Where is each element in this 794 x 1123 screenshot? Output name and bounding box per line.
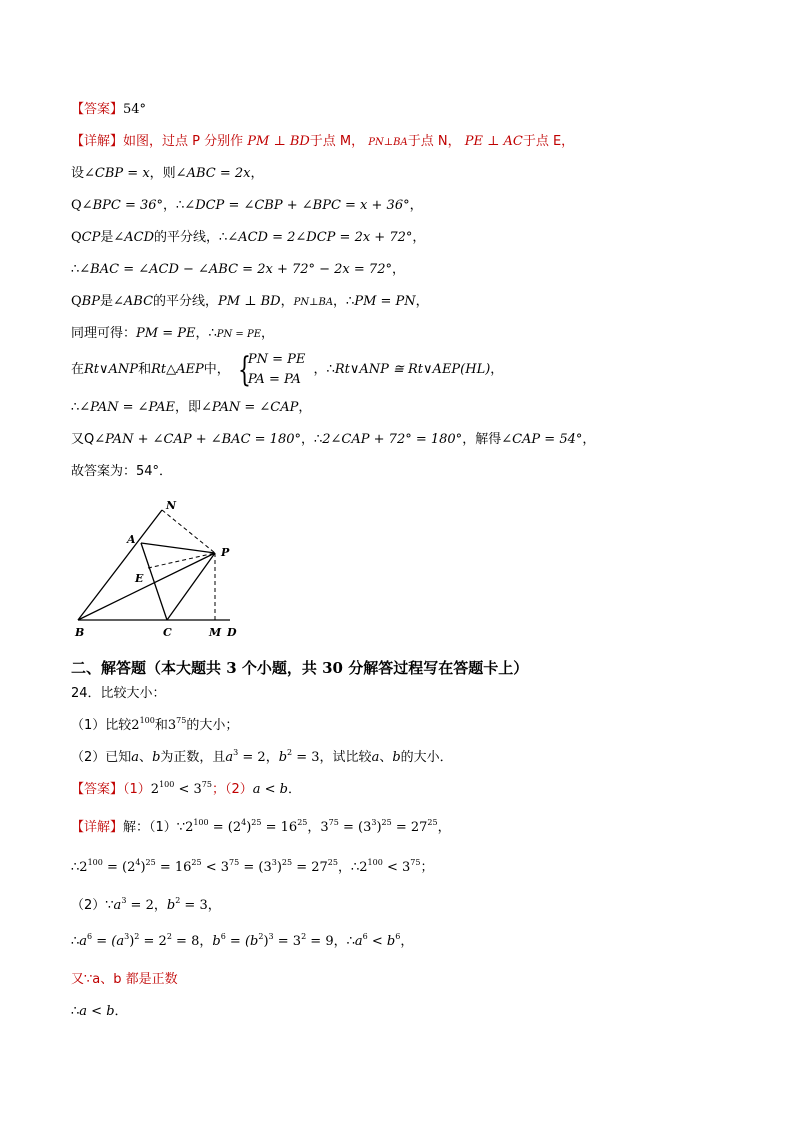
exponent: 25 <box>427 818 438 827</box>
exponent: 25 <box>191 858 202 867</box>
exponent: 2 <box>166 932 172 941</box>
text: ， <box>250 166 264 181</box>
math: a <box>371 750 380 765</box>
text: ，∴ <box>333 934 355 949</box>
text: ，∴ <box>313 362 335 377</box>
math: < 3 <box>382 860 411 875</box>
text: （1） <box>123 782 151 797</box>
math: 3 <box>167 718 177 733</box>
math: 3 <box>320 820 329 835</box>
exponent: 75 <box>410 858 421 867</box>
exponent: 2 <box>134 932 140 941</box>
exponent: 4 <box>241 818 247 827</box>
exponent: 6 <box>87 932 93 941</box>
detail-24-line-1 <box>71 818 451 838</box>
math: = 2 <box>139 934 167 949</box>
text: ∴ <box>71 860 80 875</box>
math: ) <box>263 934 269 949</box>
line-BP <box>78 553 215 620</box>
symbol: Q <box>71 198 82 213</box>
question-24-part2 <box>71 748 453 768</box>
math: b <box>392 750 401 765</box>
exponent: 25 <box>145 858 156 867</box>
text: ， <box>153 898 167 913</box>
math: 2 <box>131 718 140 733</box>
text: ， <box>199 934 213 949</box>
math: PM ⊥ BD <box>218 294 281 309</box>
exponent: 2 <box>175 896 181 905</box>
math: = 16 <box>155 860 192 875</box>
math: = (b <box>225 934 259 949</box>
exponent: 4 <box>135 858 141 867</box>
math: < b <box>367 934 396 949</box>
text: ． <box>114 1004 128 1019</box>
detail-line-1 <box>71 132 574 153</box>
math: 2 <box>359 860 368 875</box>
label-D: D <box>227 626 237 639</box>
text: 和 <box>138 362 152 377</box>
text: ∴ <box>71 400 80 415</box>
math: ∠PAN = ∠PAE <box>79 400 175 415</box>
exponent: 100 <box>159 780 175 789</box>
math: Rt∨ANP <box>84 362 139 377</box>
math: PE ⊥ AC <box>464 134 523 149</box>
text: 的平分线，∴ <box>154 230 228 245</box>
label-B: B <box>75 626 85 639</box>
exponent: 100 <box>87 858 103 867</box>
math: = (2 <box>102 860 136 875</box>
detail-tag: 【详解】 <box>71 820 124 835</box>
text: 解：（1）∵ <box>123 820 186 835</box>
text: （1）比较 <box>71 718 132 733</box>
exponent: 3 <box>124 932 130 941</box>
math: ) <box>129 934 135 949</box>
math: ∠CAP = 54° <box>501 432 583 447</box>
answer-value: 54° <box>123 102 147 117</box>
detail-line-3 <box>71 196 423 216</box>
text: ；（2） <box>211 782 253 797</box>
symbol: Q <box>71 294 82 309</box>
math: = 2 <box>126 898 154 913</box>
brace-icon: { <box>237 349 251 390</box>
math: = 9 <box>306 934 334 949</box>
detail-line-2 <box>71 164 263 184</box>
math: a <box>225 750 234 765</box>
text: ； <box>420 860 434 875</box>
exponent: 25 <box>297 818 308 827</box>
math: ∠CBP = x <box>84 166 150 181</box>
text: ． <box>288 782 302 797</box>
math: = (2 <box>208 820 242 835</box>
exponent: 25 <box>381 818 392 827</box>
math: PN⊥BA <box>368 137 408 148</box>
math: = 8 <box>171 934 200 949</box>
text: 于点 M， <box>309 134 365 149</box>
detail-24-line-4 <box>71 932 413 952</box>
detail-line-5 <box>71 260 405 280</box>
text: 于点 E， <box>522 134 575 149</box>
math: ) <box>376 820 382 835</box>
math: = 3 <box>180 898 208 913</box>
math: ∠ACD = 2∠DCP = 2x + 72° <box>227 230 413 245</box>
text: 是 <box>100 230 114 245</box>
line-PE <box>148 553 215 568</box>
exponent: 2 <box>287 748 293 757</box>
detail-24-line-3 <box>71 896 221 916</box>
math: PM = PN <box>354 294 416 309</box>
question-24-title: 24．比较大小： <box>71 686 166 701</box>
exponent: 75 <box>328 818 339 827</box>
label-A: A <box>127 533 136 546</box>
detail-tag: 【详解】 <box>71 134 124 149</box>
text: （2）已知 <box>71 750 132 765</box>
math: ∠BPC = 36° <box>81 198 164 213</box>
text: 和 <box>154 718 168 733</box>
exponent: 25 <box>251 818 262 827</box>
text: ∴ <box>71 262 80 277</box>
exponent: 3 <box>233 748 239 757</box>
detail-line-9 <box>71 398 311 418</box>
text: ，∴ <box>300 432 323 447</box>
text: ∴ <box>71 934 80 949</box>
math: a <box>131 750 140 765</box>
label-P: P <box>221 546 230 559</box>
text: 的大小． <box>400 750 453 765</box>
exponent: 100 <box>193 818 209 827</box>
math: PN = PE <box>216 329 261 340</box>
math: a <box>354 934 363 949</box>
text: ， <box>280 294 294 309</box>
line-BN <box>78 510 162 620</box>
math: Rt∨ANP ≅ Rt∨AEP(HL) <box>334 362 491 377</box>
text: ， <box>412 230 426 245</box>
text: 同理可得： <box>71 326 137 341</box>
text: ∴ <box>71 1004 80 1019</box>
question-24-part1 <box>71 716 238 736</box>
answer-line-23 <box>71 100 146 120</box>
detail-line-8 <box>71 348 503 392</box>
text: ，∴ <box>163 198 185 213</box>
math: BP <box>81 294 100 309</box>
answer-line-24 <box>71 780 301 800</box>
exponent: 3 <box>268 932 274 941</box>
math: = (3 <box>338 820 372 835</box>
text: 如图，过点 P 分别作 <box>123 134 244 149</box>
math: Rt△AEP <box>151 362 204 377</box>
text: ， <box>490 362 504 377</box>
detail-24-line-2 <box>71 858 433 878</box>
line-AP <box>141 543 215 553</box>
math: = (3 <box>239 860 272 875</box>
math: PM ⊥ BD <box>247 134 310 149</box>
math: = (a <box>92 934 125 949</box>
math: a < b <box>79 1004 115 1019</box>
exponent: 2 <box>301 932 307 941</box>
exponent: 75 <box>176 716 187 725</box>
math: PN⊥BA <box>293 297 334 308</box>
exponent: 25 <box>327 858 338 867</box>
math: ∠ABC <box>113 294 154 309</box>
text: ，则 <box>149 166 176 181</box>
text: （2）∵ <box>71 898 114 913</box>
exponent: 100 <box>367 858 383 867</box>
detail-line-11 <box>71 462 172 482</box>
math: 2 <box>185 820 194 835</box>
exponent: 3 <box>121 896 127 905</box>
math: ∠DCP = ∠CBP + ∠BPC = x + 36° <box>184 198 410 213</box>
text: 为正数，且 <box>160 750 226 765</box>
exponent: 25 <box>281 858 293 867</box>
text: ，∴ <box>333 294 355 309</box>
exponent: 2 <box>258 932 264 941</box>
math: 2∠CAP + 72° = 180° <box>322 432 463 447</box>
math: ∠ABC = 2x <box>175 166 251 181</box>
text: ， <box>409 198 423 213</box>
text: 的大小； <box>186 718 239 733</box>
text: ， <box>415 294 429 309</box>
label-M: M <box>209 626 222 639</box>
text: 的平分线， <box>153 294 219 309</box>
text: 在 <box>71 362 85 377</box>
text: 中， <box>203 362 230 377</box>
answer-tag: 【答案】 <box>71 782 124 797</box>
exponent: 75 <box>229 858 240 867</box>
label-C: C <box>163 626 172 639</box>
exponent: 3 <box>271 858 277 867</box>
math: ) <box>276 860 282 875</box>
symbol: Q <box>71 230 82 245</box>
math: = 27 <box>292 860 328 875</box>
math: a <box>79 934 88 949</box>
detail-24-line-5: 又∵a、b 都是正数 <box>71 972 178 987</box>
detail-line-6 <box>71 292 429 313</box>
text: ， <box>391 262 405 277</box>
text: = 3，试比较 <box>292 750 372 765</box>
math: ) <box>246 820 252 835</box>
exponent: 100 <box>139 716 155 725</box>
math: = 16 <box>261 820 298 835</box>
math: 2 <box>79 860 88 875</box>
math: < 3 <box>201 860 230 875</box>
detail-line-4 <box>71 228 425 248</box>
text: 于点 N， <box>407 134 461 149</box>
line-AC <box>141 543 167 620</box>
text: ，∴ <box>337 860 360 875</box>
math: < 3 <box>174 782 202 797</box>
exponent: 6 <box>362 932 368 941</box>
math: a <box>113 898 122 913</box>
text: ， <box>261 326 275 341</box>
text: ，∴ <box>195 326 217 341</box>
math: ∠PAN + ∠CAP + ∠BAC = 180° <box>94 432 301 447</box>
math: ) <box>140 860 146 875</box>
section-heading: 二、解答题（本大题共 3 个小题，共 30 分解答过程写在答题卡上） <box>71 659 529 677</box>
math: = 3 <box>273 934 302 949</box>
text: ，即 <box>174 400 201 415</box>
detail-line-7 <box>71 324 274 345</box>
text: ， <box>207 898 221 913</box>
math: ∠ACD <box>113 230 155 245</box>
math: b <box>152 750 161 765</box>
label-N: N <box>166 499 177 512</box>
math: CP <box>81 230 101 245</box>
text: ， <box>307 820 321 835</box>
math: 2 <box>150 782 160 797</box>
text: 故答案为：54°． <box>71 464 173 479</box>
exponent: 6 <box>395 932 401 941</box>
text: ，解得 <box>462 432 502 447</box>
text: ， <box>298 400 312 415</box>
math: b <box>166 898 176 913</box>
math: b <box>212 934 221 949</box>
geometry-figure <box>70 496 250 646</box>
math: ∠BAC = ∠ACD − ∠ABC = 2x + 72° − 2x = 72° <box>79 262 392 277</box>
text: 是 <box>99 294 113 309</box>
line-CP <box>167 553 215 620</box>
detail-line-10 <box>71 430 595 450</box>
text: 又Q <box>71 432 95 447</box>
exponent: 3 <box>371 818 377 827</box>
math: ∠PAN = ∠CAP <box>201 400 299 415</box>
text: ， <box>582 432 596 447</box>
exponent: 6 <box>220 932 226 941</box>
exponent: 75 <box>201 780 212 789</box>
equation-row: PN = PE <box>247 351 306 367</box>
answer-tag: 【答案】 <box>71 102 124 117</box>
math: PM = PE <box>136 326 196 341</box>
equation-row: PA = PA <box>247 371 301 387</box>
math: = 27 <box>391 820 428 835</box>
label-E: E <box>135 572 144 585</box>
math: b <box>278 750 288 765</box>
equation-system <box>238 350 306 390</box>
detail-24-line-6 <box>71 1002 128 1022</box>
text: 、 <box>379 750 393 765</box>
text: 、 <box>139 750 153 765</box>
text: ， <box>400 934 414 949</box>
text: ， <box>437 820 451 835</box>
math: = 2， <box>238 750 279 765</box>
text: 设 <box>71 166 85 181</box>
math: a < b <box>252 782 288 797</box>
